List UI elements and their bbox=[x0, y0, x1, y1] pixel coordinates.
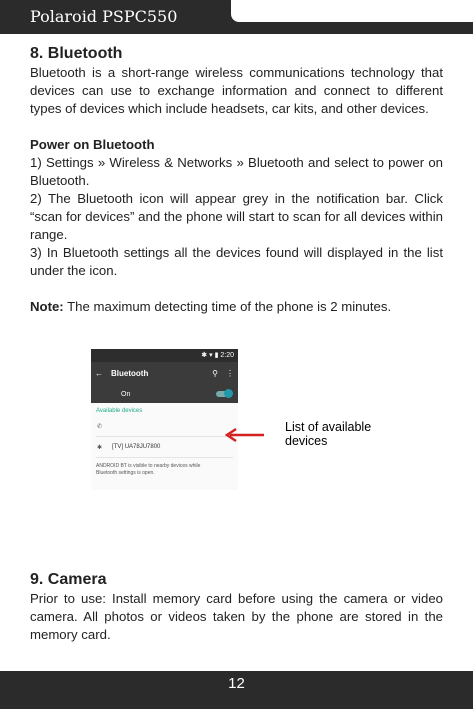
tv-device-name: [TV] UA78JU7800 bbox=[112, 444, 161, 450]
page-number: 12 bbox=[228, 675, 245, 692]
header-title: Polaroid PSPC550 bbox=[30, 7, 178, 26]
step-3: 3) In Bluetooth settings all the devices found will displayed in the list under the icon. bbox=[30, 245, 443, 278]
tv-device-row bbox=[91, 437, 238, 457]
phone-available-label: Available devices bbox=[96, 408, 143, 414]
bluetooth-intro: Bluetooth is a short-range wireless communications technology that devices can use to exchange information and connect to different types of devices which include headsets, car kits, and other devices. bbox=[30, 65, 443, 116]
step-1: 1) Settings » Wireless & Networks » Bluetooth and select to power on Bluetooth. bbox=[30, 155, 443, 188]
bluetooth-icon: ✱ bbox=[97, 444, 103, 451]
annotation-line-2: devices bbox=[285, 434, 328, 448]
back-arrow-icon: ← bbox=[95, 369, 103, 378]
camera-text: Prior to use: Install memory card before using the camera or video camera. All photos or videos taken by the phone are stored in the memory card. bbox=[30, 591, 443, 642]
phone-status-bar: ✱ ▾ ▮ 2:20 bbox=[91, 349, 238, 362]
bluetooth-heading: 8. Bluetooth bbox=[30, 45, 123, 62]
camera-section bbox=[30, 571, 443, 644]
camera-heading: 9. Camera bbox=[30, 571, 107, 588]
red-arrow-icon bbox=[224, 427, 264, 443]
phone-footer-text bbox=[91, 458, 238, 482]
phone-toolbar-title: Bluetooth bbox=[111, 369, 149, 378]
phone-footer-line-2: Bluetooth settings is open. bbox=[96, 470, 155, 476]
phone-on-label: On bbox=[121, 390, 131, 398]
header-notch bbox=[231, 0, 473, 22]
note-text: The maximum detecting time of the phone is 2 minutes. bbox=[63, 299, 392, 314]
phone-icon: ✆ bbox=[97, 423, 103, 430]
power-on-heading: Power on Bluetooth bbox=[30, 137, 155, 152]
phone-device-row bbox=[91, 416, 238, 436]
phone-toolbar bbox=[91, 362, 238, 385]
bluetooth-toggle bbox=[216, 391, 232, 397]
more-menu-icon: ⋮ bbox=[226, 369, 234, 378]
note bbox=[30, 298, 443, 316]
annotation-line-1: List of available bbox=[285, 420, 372, 434]
phone-on-bar bbox=[91, 385, 238, 403]
phone-screenshot bbox=[91, 349, 238, 490]
phone-footer-line-1: ANDROID BT is visible to nearby devices while bbox=[96, 463, 201, 469]
annotation-label bbox=[285, 420, 371, 448]
search-icon: ⚲ bbox=[212, 369, 218, 378]
step-2: 2) The Bluetooth icon will appear grey in the notification bar. Click “scan for devices” and the phone will start to scan for all devices within range. bbox=[30, 191, 443, 242]
bluetooth-section bbox=[30, 45, 443, 316]
note-label: Note: bbox=[30, 299, 64, 314]
